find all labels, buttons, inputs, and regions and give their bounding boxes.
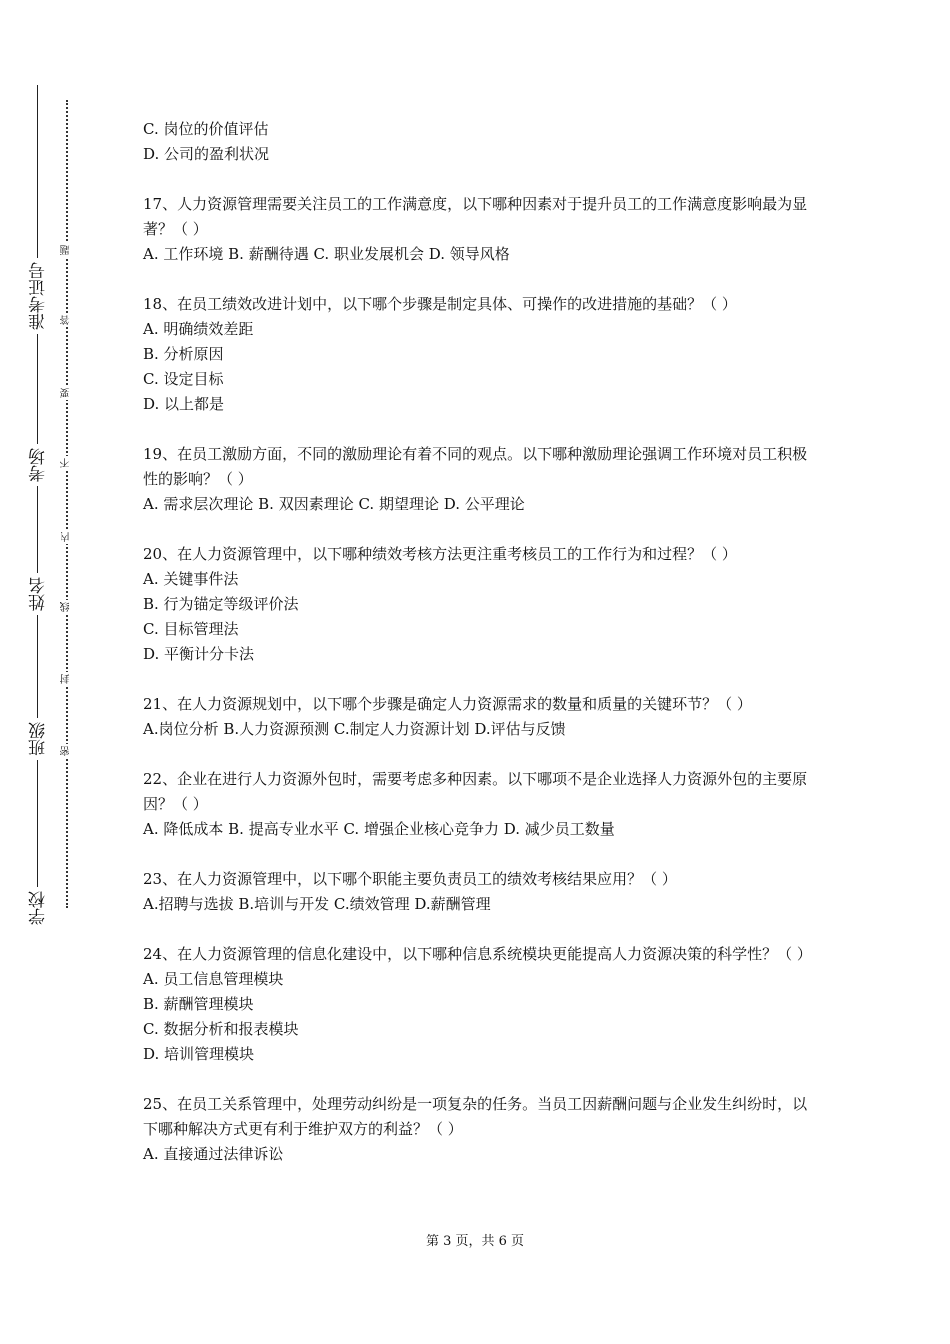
seal-word: 答 [61,315,72,325]
seal-word: 题 [61,245,72,255]
seal-word: 内 [61,532,72,542]
question-stem: 19、在员工激励方面，不同的激励理论有着不同的观点。以下哪种激励理论强调工作环境对员工积极性的影响？（ ） [143,445,808,488]
question-option: B. 薪酬管理模块 [143,995,254,1013]
question-block [143,692,811,742]
question-stem: 23、在人力资源管理中，以下哪个职能主要负责员工的绩效考核结果应用？（ ） [143,870,677,888]
question-block [143,442,811,517]
question-option: D. 平衡计分卡法 [143,645,255,663]
question-option: C. 岗位的价值评估 [143,120,269,138]
question-option: A. 关键事件法 [143,570,239,588]
question-option: C. 目标管理法 [143,620,239,638]
seal-word: 不 [61,458,72,468]
question-stem: 22、企业在进行人力资源外包时，需要考虑多种因素。以下哪项不是企业选择人力资源外包的主要原因？（ ） [143,770,808,813]
binding-line [37,85,38,905]
question-option: B. 分析原因 [143,345,224,363]
question-option: A. 降低成本 B. 提高专业水平 C. 增强企业核心竞争力 D. 减少员工数量 [143,820,615,838]
seal-word: 要 [61,388,72,398]
question-option: A. 直接通过法律诉讼 [143,1145,284,1163]
question-stem: 21、在人力资源规划中，以下哪个步骤是确定人力资源需求的数量和质量的关键环节？（ ） [143,695,752,713]
question-block [143,292,811,417]
question-block [143,1092,811,1167]
seal-dotted-line [66,100,68,908]
exam-id-label: 准考证号 [24,258,54,334]
question-option: D. 培训管理模块 [143,1045,255,1063]
question-stem: 20、在人力资源管理中，以下哪种绩效考核方法更注重考核员工的工作行为和过程？（ ） [143,545,737,563]
question-option: A.岗位分析 B.人力资源预测 C.制定人力资源计划 D.评估与反馈 [143,720,566,738]
question-option: A. 工作环境 B. 薪酬待遇 C. 职业发展机会 D. 领导风格 [143,245,510,263]
question-block [143,542,811,667]
question-stem: 17、人力资源管理需要关注员工的工作满意度，以下哪种因素对于提升员工的工作满意度影响最为显著？（ ） [143,195,808,238]
school-label: 学校 [24,887,54,929]
question-option: A. 需求层次理论 B. 双因素理论 C. 期望理论 D. 公平理论 [143,495,525,513]
question-option: A.招聘与选拔 B.培训与开发 C.绩效管理 D.薪酬管理 [143,895,491,913]
page-footer: 第 3 页，共 6 页 [425,1234,525,1249]
question-stem: 25、在员工关系管理中，处理劳动纠纷是一项复杂的任务。当员工因薪酬问题与企业发生纠纷时，以下哪种解决方式更有利于维护双方的利益？（ ） [143,1095,808,1138]
question-stem: 18、在员工绩效改进计划中，以下哪个步骤是制定具体、可操作的改进措施的基础？（ ） [143,295,737,313]
question-option: D. 公司的盈利状况 [143,145,270,163]
question-block [143,117,811,167]
question-option: D. 以上都是 [143,395,225,413]
seal-word: 封 [61,674,72,684]
question-option: A. 员工信息管理模块 [143,970,284,988]
exam-room-label: 考场 [24,444,54,486]
seal-word: 线 [61,602,72,612]
question-block [143,192,811,267]
class-label: 班级 [24,718,54,760]
name-label: 姓名 [24,573,54,615]
seal-word: 密 [61,746,72,756]
question-list [143,117,811,1192]
question-option: A. 明确绩效差距 [143,320,254,338]
question-block [143,767,811,842]
question-block [143,867,811,917]
question-option: B. 行为锚定等级评价法 [143,595,299,613]
question-option: C. 数据分析和报表模块 [143,1020,299,1038]
question-block [143,942,811,1067]
question-stem: 24、在人力资源管理的信息化建设中，以下哪种信息系统模块更能提高人力资源决策的科学性？（ ） [143,945,812,963]
binding-margin [0,0,120,1344]
question-option: C. 设定目标 [143,370,224,388]
